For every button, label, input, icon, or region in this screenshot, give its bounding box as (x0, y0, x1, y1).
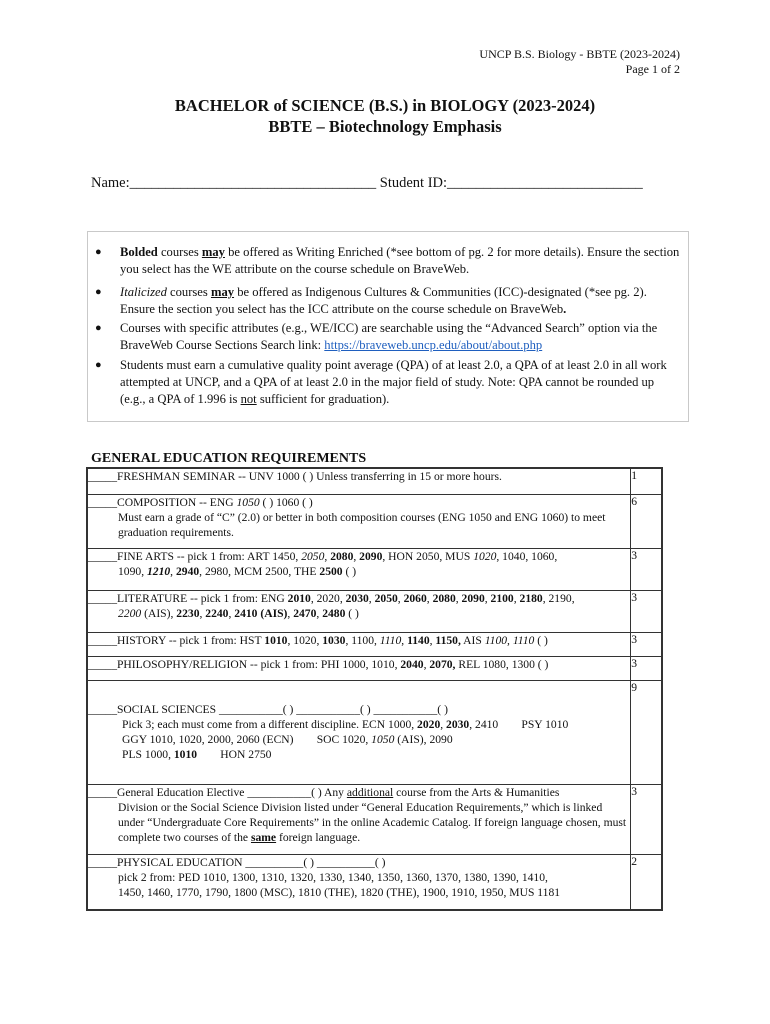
row-text: 1090, (118, 564, 147, 578)
row-text: 2100 (490, 591, 514, 605)
row-text: , (440, 717, 447, 731)
page-header (479, 47, 680, 77)
credits-cell: 1 (631, 468, 662, 494)
row-fine-arts (87, 548, 631, 590)
note-may: may (201, 245, 225, 259)
table-row (87, 548, 662, 590)
row-text: 2080 (432, 591, 456, 605)
note-qpa (95, 357, 682, 408)
bullet-icon: ● (95, 246, 102, 258)
row-text: , (324, 549, 331, 563)
row-text: 2050 (301, 549, 325, 563)
row-text: , (287, 606, 294, 620)
note-text: be offered as Writing Enriched (*see bottom of pg. 2 for more details). Ensure the section you select has the WE attribute on the course schedule on BraveWeb. (120, 245, 680, 276)
row-text: 1050 (236, 495, 260, 509)
ge-heading: GENERAL EDUCATION REQUIREMENTS (91, 451, 367, 466)
row-text: , (513, 591, 520, 605)
table-row (87, 468, 662, 494)
row-text: ( ) (345, 606, 359, 620)
row-text: _____PHILOSOPHY/RELIGION -- pick 1 from: PHI 1000, 1010, (88, 657, 401, 671)
row-text: ( ) 1060 ( ) (259, 495, 313, 509)
row-text: 2080 (330, 549, 354, 563)
header-program: UNCP B.S. Biology - BBTE (2023-2024) (479, 47, 680, 61)
credits-cell: 3 (631, 784, 662, 854)
row-text: 2180 (519, 591, 543, 605)
row-composition (87, 494, 631, 548)
row-continuation (88, 747, 630, 762)
row-text: , 1020, (287, 633, 323, 647)
name-field[interactable]: Name:__________________________________ (91, 175, 377, 191)
row-text: _____SOCIAL SCIENCES ___________( ) ___________( ) ___________( ) (88, 702, 448, 716)
note-text: . (563, 302, 567, 316)
row-text: 2060 (403, 591, 427, 605)
row-text: _____PHYSICAL EDUCATION __________( ) __________( ) (88, 855, 386, 869)
row-text: REL 1080, 1300 ( ) (455, 657, 549, 671)
row-text: 1050 (371, 732, 395, 746)
row-text: 2090 (359, 549, 383, 563)
row-text: , (429, 633, 436, 647)
row-ge-elective (87, 784, 631, 854)
document-title: BACHELOR of SCIENCE (B.S.) in BIOLOGY (2023-2024) (174, 96, 596, 115)
table-row (87, 632, 662, 656)
note-not: not (240, 392, 257, 406)
row-text: 2070, (429, 657, 456, 671)
row-text: 2470 (293, 606, 317, 620)
table-row (87, 784, 662, 854)
row-text: _____LITERATURE -- pick 1 from: ENG (88, 591, 288, 605)
row-literature (87, 590, 631, 632)
row-text: , (401, 633, 408, 647)
table-row (87, 494, 662, 548)
credits-cell: 2 (631, 854, 662, 910)
credits-cell: 6 (631, 494, 662, 548)
row-text: _____COMPOSITION -- ENG (88, 495, 237, 509)
row-text: foreign language. (276, 830, 361, 844)
row-text: additional (346, 785, 394, 799)
row-continuation (88, 606, 630, 621)
row-text: , (455, 591, 462, 605)
row-text: 2030 (345, 591, 369, 605)
row-freshman-seminar: _____FRESHMAN SEMINAR -- UNV 1000 ( ) Unless transferring in 15 or more hours. (87, 468, 631, 494)
credits-cell: 9 (631, 680, 662, 784)
note-text: be offered as Indigenous Cultures & Communities (ICC)-designated (*see pg. 2). Ensure the section you select has the ICC attribute on the course schedule on BraveWeb (120, 285, 647, 316)
table-row (87, 680, 662, 784)
notes-box (87, 231, 689, 422)
note-text: sufficient for graduation). (256, 392, 390, 406)
row-text: , (170, 564, 176, 578)
row-text: ( ) (342, 564, 357, 578)
row-text: course from the Arts & Humanities (393, 785, 560, 799)
ge-requirements-table (86, 467, 663, 911)
row-text: , (316, 606, 323, 620)
bullet-icon: ● (95, 322, 102, 334)
row-text: (AIS), (141, 606, 177, 620)
note-italic-word: Italicized (120, 285, 167, 299)
row-social-sciences (87, 680, 631, 784)
row-text: Division or the Social Science Division listed under “General Education Requirements,” which is linked under “Undergraduate Core Requirements” in the online Academic Catalog. If foreign language chosen, must complete two courses of the (118, 800, 627, 844)
credits-cell: 3 (631, 548, 662, 590)
row-text: Pick 3; each must come from a different discipline. ECN 1000, (122, 717, 418, 731)
row-text: 2040 (400, 657, 424, 671)
student-id-field[interactable]: Student ID:___________________________ (379, 175, 643, 191)
row-text: , 2410 PSY 1010 (469, 717, 569, 731)
row-physical-education (87, 854, 631, 910)
note-writing-enriched (95, 244, 682, 278)
row-text: _____General Education Elective ___________( ) Any (88, 785, 347, 799)
row-text: 2410 (AIS) (234, 606, 288, 620)
row-text: 1450, 1460, 1770, 1790, 1800 (MSC), 1810 (THE), 1820 (THE), 1900, 1910, 1950, MUS 1181 (118, 885, 561, 899)
row-continuation (88, 732, 630, 747)
note-may: may (210, 285, 235, 299)
row-text: , (423, 657, 430, 671)
row-history (87, 632, 631, 656)
row-text: 1150, (435, 633, 461, 647)
note-icc (95, 284, 682, 318)
row-text: 1010 (173, 747, 198, 761)
bullet-icon: ● (95, 286, 102, 298)
row-text: HON 2750 (197, 747, 272, 761)
row-text: (AIS), 2090 (394, 732, 453, 746)
row-text: pick 2 from: PED 1010, 1300, 1310, 1320, 1330, 1340, 1350, 1360, 1370, 1380, 1390, 1410, (118, 870, 548, 884)
row-text: , HON 2050, MUS (382, 549, 474, 563)
row-text: , (426, 591, 433, 605)
row-text: AIS (460, 633, 485, 647)
row-text: 2030 (446, 717, 470, 731)
row-text: 2230 (176, 606, 200, 620)
row-continuation (88, 800, 630, 845)
row-note: Must earn a grade of “C” (2.0) or better in both composition courses (ENG 1050 and ENG 1060) to meet graduation requirements. (118, 510, 606, 539)
credits-cell: 3 (631, 656, 662, 680)
row-continuation (88, 564, 630, 579)
credits-cell: 3 (631, 590, 662, 632)
row-text: 1100, 1110 (484, 633, 535, 647)
table-row (87, 656, 662, 680)
row-text: GGY 1010, 1020, 2000, 2060 (ECN) SOC 1020, (122, 732, 372, 746)
row-text: , 1100, (345, 633, 380, 647)
row-text: 2020 (417, 717, 441, 731)
row-text: 2500 (319, 564, 343, 578)
row-text: , (484, 591, 491, 605)
note-bold-word: Bolded (120, 245, 158, 259)
row-text: , (199, 606, 206, 620)
note-text: courses (166, 285, 211, 299)
table-row (87, 590, 662, 632)
row-text: , 2190, (542, 591, 575, 605)
row-text: , (353, 549, 360, 563)
bullet-icon: ● (95, 359, 102, 371)
row-text: 2940 (175, 564, 200, 578)
table-row (87, 854, 662, 910)
credits-cell: 3 (631, 632, 662, 656)
row-text: 1030 (322, 633, 346, 647)
row-text: 2480 (322, 606, 346, 620)
row-text: , (397, 591, 404, 605)
row-text: , (368, 591, 375, 605)
row-text: 1110 (379, 633, 402, 647)
note-text: Courses with specific attributes (e.g., WE/ICC) are searchable using the “Advanced Search” option via the BraveWeb Course Sections Search link: (120, 321, 658, 352)
row-text: _____HISTORY -- pick 1 from: HST (88, 633, 265, 647)
row-text: 2240 (205, 606, 229, 620)
row-text: 1020 (473, 549, 497, 563)
document-subtitle: BBTE – Biotechnology Emphasis (268, 117, 502, 136)
braveweb-link[interactable]: https://braveweb.uncp.edu/about/about.php (324, 338, 543, 352)
row-text: 2200 (118, 606, 142, 620)
row-text: , 2980, MCM 2500, THE (199, 564, 320, 578)
row-text: 2050 (374, 591, 398, 605)
note-text: courses (157, 245, 202, 259)
row-text: 1140 (407, 633, 430, 647)
row-text: 2090 (461, 591, 485, 605)
row-text: same (250, 830, 277, 844)
row-text: _____FINE ARTS -- pick 1 from: ART 1450, (88, 549, 302, 563)
row-philosophy-religion (87, 656, 631, 680)
row-text: , 1040, 1060, (496, 549, 558, 563)
row-text: 1210 (146, 564, 171, 578)
header-page-number: Page 1 of 2 (625, 62, 680, 76)
note-text: Students must earn a cumulative quality point average (QPA) of at least 2.0, a QPA of at least 2.0 in all work attempted at UNCP, and a QPA of at least 2.0 in the major field of study. Note: QPA cannot be rounded up (e.g., a QPA of 1.996 is (120, 358, 667, 406)
name-id-row (91, 175, 643, 192)
row-text: 1010 (264, 633, 288, 647)
row-text: ( ) (534, 633, 548, 647)
row-text: 2010 (287, 591, 311, 605)
row-text: PLS 1000, (122, 747, 174, 761)
note-advanced-search (95, 320, 682, 354)
row-text: , (228, 606, 235, 620)
row-text: , 2020, (310, 591, 346, 605)
row-continuation (88, 717, 630, 732)
